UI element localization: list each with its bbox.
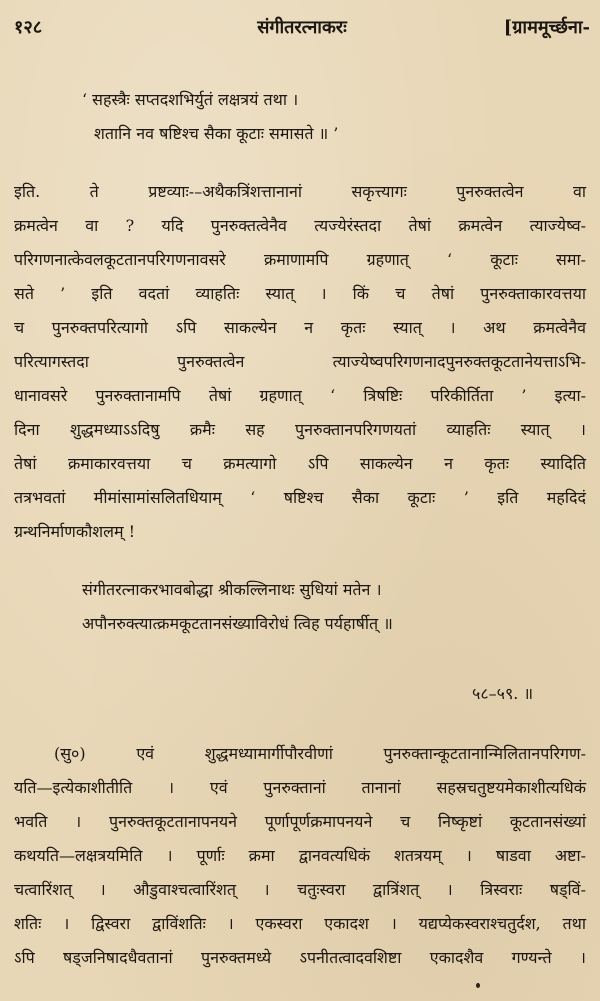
text-line: धानावसरे पुनरुक्तानामपि तेषां ग्रहणात् ‘ त्रिषष्टिः परिकीर्तिता ’ इत्या- xyxy=(14,386,586,405)
verse-reference: ५८–५९. ॥ xyxy=(472,684,534,703)
text-line: (सु०) एवं शुद्धमध्यामार्गीपौरवीणां पुनरुक्तान्कूटतानान्मिलितानपरिगण- xyxy=(54,744,586,763)
text-line: तत्रभवतां मीमांसामांसलितधियाम् ‘ षष्टिश्च सैका कूटाः ’ इति महदिदं xyxy=(14,488,586,507)
text-line: यति—इत्येकाशीतीति । एवं पुनरुक्तानां तानानां सहस्रचतुष्टयमेकाशीत्यधिकं xyxy=(14,778,586,797)
text-line: ग्रन्थनिर्माणकौशलम् ! xyxy=(14,522,136,541)
verse-line: ‘ सहस्त्रैः सप्तदशभिर्युतं लक्षत्रयं तथा । xyxy=(82,90,299,109)
text-line: चत्वारिंशत् । औडुवाश्चत्वारिंशत् । चतुःस्वरा द्वात्रिंशत् । त्रिस्वराः षड्विं- xyxy=(14,880,586,899)
text-line: ऽपि षड्जनिषादधैवतानां पुनरुक्तमध्ये ऽपनीतत्वादवशिष्टा एकादशैव गण्यन्ते । xyxy=(14,948,586,967)
text-line: भवति । पुनरुक्तकूटतानापनयने पूर्णापूर्णक्रमापनयने च निष्कृष्टां कूटतानसंख्यां xyxy=(14,812,586,831)
text-line: इति. ते प्रष्टव्याः-–अथैकत्रिंशत्तानानां सकृत्त्यागः पुनरुक्तत्वेन वा xyxy=(14,182,586,201)
text-line: सते ’ इति वदतां व्याहतिः स्यात् । किं च तेषां पुनरुक्ताकारवत्तया xyxy=(14,284,586,303)
ink-speck xyxy=(476,983,480,988)
text-line: कथयति—लक्षत्रयमिति । पूर्णाः क्रमा द्वानवत्यधिकं शतत्रयम् । षाडवा अष्टा- xyxy=(14,846,586,865)
running-header xyxy=(14,10,590,46)
text-line: च पुनरुक्तपरित्यागो ऽपि साकल्येन न कृतः स्यात् । अथ क्रमत्वेनैव xyxy=(14,318,586,337)
section-title: [ग्राममूर्च्छना- xyxy=(503,17,590,38)
text-line: तेषां क्रमाकारवत्तया च क्रमत्यागो ऽपि साकल्येन न कृतः स्यादिति xyxy=(14,454,586,473)
text-line: शतिः । द्विस्वरा द्वाविंशतिः । एकस्वरा एकादश । यद्यप्येकस्वराश्चतुर्दश, तथा xyxy=(14,914,586,933)
verse-line: संगीतरत्नाकरभावबोद्धा श्रीकल्लिनाथः सुधियां मतेन । xyxy=(82,580,382,599)
verse-line: अपौनरुक्त्यात्क्रमकूटतानसंख्याविरोधं त्विह पर्यहार्षीत् ॥ xyxy=(82,614,393,633)
verse-line: शतानि नव षष्टिश्च सैका कूटाः समासते ॥ ’ xyxy=(94,124,339,143)
page-number: १२८ xyxy=(14,17,43,38)
text-line: परित्यागस्तदा पुनरुक्तत्वेन त्याज्येष्वपरिगणनादपुनरुक्तकूटतानेयत्ताऽभि- xyxy=(14,352,586,371)
text-line: परिगणनात्केवलकूटतानपरिगणनावसरे क्रमाणामपि ग्रहणात् ‘ कूटाः समा- xyxy=(14,250,586,269)
book-title: संगीतरत्नाकरः xyxy=(257,17,347,38)
text-line: दिना शुद्धमध्याऽऽदिषु क्रमैः सह पुनरुक्तानपरिगणयतां व्याहतिः स्यात् । xyxy=(14,420,586,439)
text-line: क्रमत्वेन वा ? यदि पुनरुक्तत्वेनैव त्यज्येरंस्तदा तेषां क्रमत्वेन त्याज्येष्व- xyxy=(14,216,586,235)
